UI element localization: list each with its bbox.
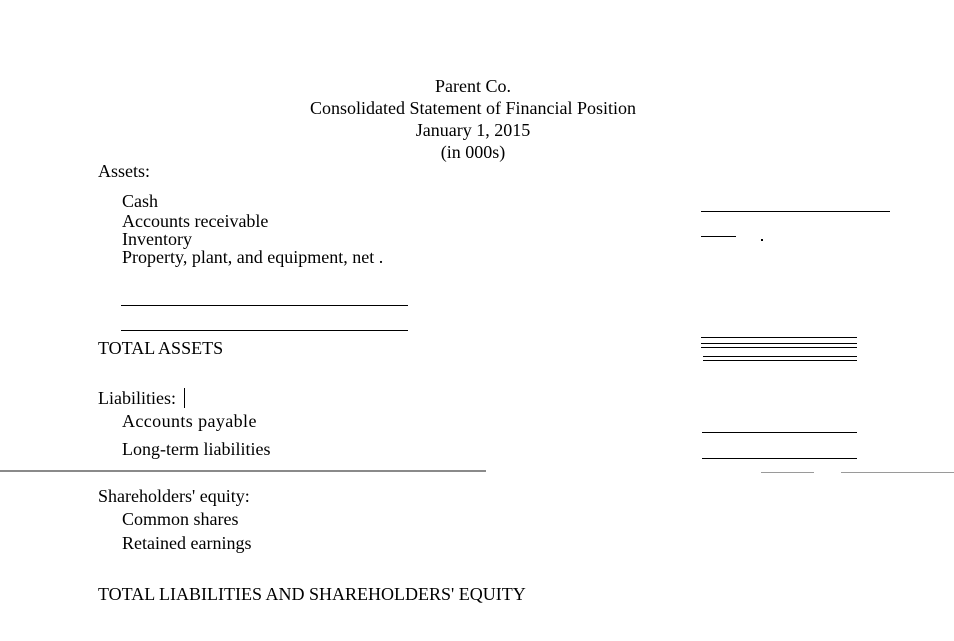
asset-item-inventory: Inventory [122, 229, 192, 249]
equity-item-retained-earnings: Retained earnings [122, 533, 252, 553]
asset-item-cash: Cash [122, 191, 158, 211]
equity-item-common-shares: Common shares [122, 509, 239, 529]
statement-date: January 1, 2015 [415, 120, 531, 140]
liability-item-accounts-payable: Accounts payable [122, 411, 257, 431]
total-assets-double-line-bottom [703, 360, 857, 361]
company-name: Parent Co. [435, 76, 511, 96]
statement-title: Consolidated Statement of Financial Position [310, 98, 636, 118]
blank-asset-line-2[interactable] [121, 330, 408, 331]
total-assets-double-line-top [703, 356, 857, 357]
total-assets-line-2 [701, 343, 857, 344]
total-liabilities-equity-label: TOTAL LIABILITIES AND SHAREHOLDERS' EQUITY [98, 584, 526, 604]
liabilities-heading: Liabilities: [98, 388, 176, 408]
liability-item-long-term: Long-term liabilities [122, 439, 271, 459]
text-cursor [184, 388, 185, 408]
liability-amount-line-1[interactable] [702, 432, 857, 433]
total-assets-line-1 [701, 337, 857, 338]
asset-item-ppe: Property, plant, and equipment, net . [122, 247, 384, 267]
assets-heading: Assets: [98, 161, 151, 181]
section-separator-left [0, 470, 486, 472]
total-assets-label: TOTAL ASSETS [98, 338, 224, 358]
blank-asset-line-1[interactable] [121, 305, 408, 306]
asset-item-accounts-receivable: Accounts receivable [122, 211, 269, 231]
equity-heading: Shareholders' equity: [98, 486, 250, 506]
total-assets-line-3 [701, 347, 857, 348]
asset-amount-line-cash[interactable] [701, 211, 890, 212]
asset-amount-line-short[interactable] [701, 236, 736, 237]
statement-units: (in 000s) [440, 142, 506, 162]
section-separator-right-long [841, 472, 954, 473]
liability-amount-line-2[interactable] [702, 458, 857, 459]
asset-amount-dot [761, 239, 763, 241]
section-separator-right-short [761, 472, 814, 473]
